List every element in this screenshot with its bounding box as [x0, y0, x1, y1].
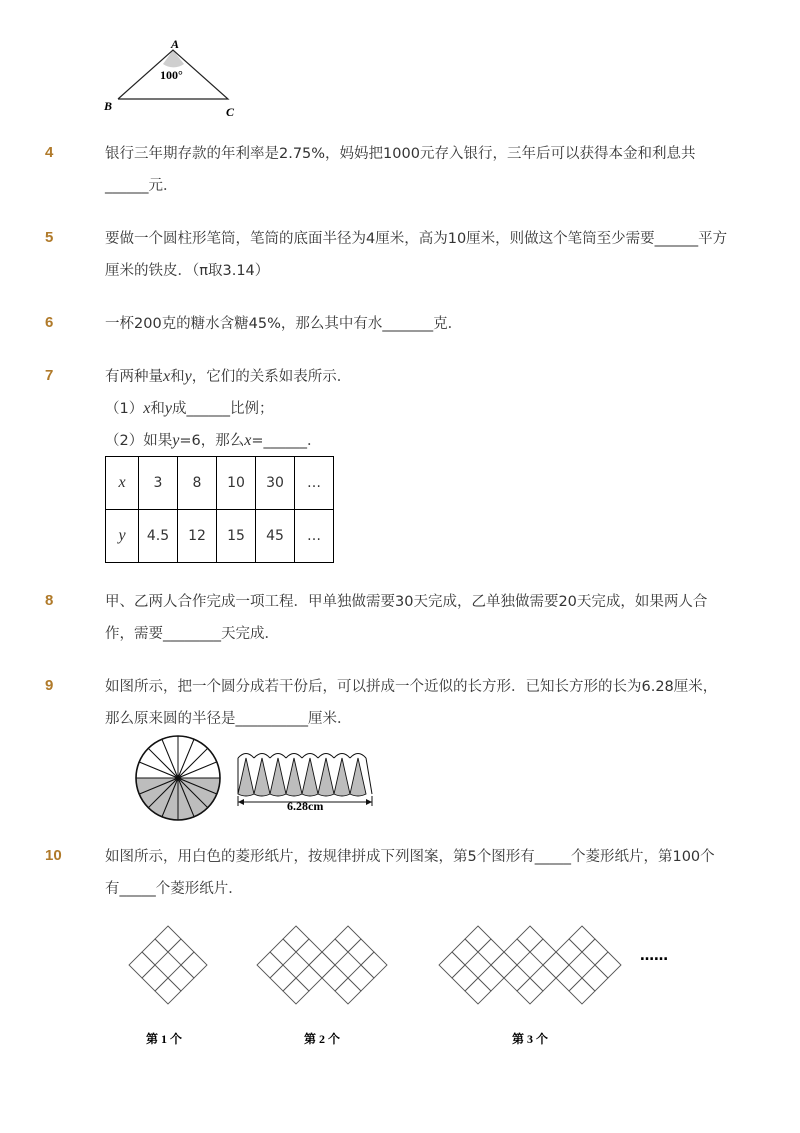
table-cell: 15 — [217, 510, 256, 563]
var-y: y — [184, 368, 192, 385]
shaded-sector — [286, 758, 302, 796]
q6-text-line1: 一杯200克的糖水含糖45%，那么其中有水_______克． — [105, 316, 463, 332]
angle-shade — [163, 50, 184, 67]
table-cell: 3 — [139, 457, 178, 510]
q7-and: 和 — [150, 401, 165, 417]
top-arc — [238, 754, 254, 759]
question-number-10: 10 — [45, 847, 62, 864]
q7-sub1-suffix: 成______比例； — [171, 401, 274, 417]
xy-table — [105, 456, 334, 563]
approx-rectangle-figure — [230, 744, 380, 816]
table-cell: 45 — [256, 510, 295, 563]
top-arc — [286, 754, 302, 759]
table-cell: 12 — [178, 510, 217, 563]
question-number-4: 4 — [45, 144, 54, 161]
question-number-6: 6 — [45, 314, 54, 331]
angle-label: 100° — [160, 68, 183, 82]
q5-text-line1: 要做一个圆柱形笔筒，笔筒的底面半径为4厘米，高为10厘米，则做这个笔筒至少需要______平方 — [105, 231, 728, 247]
q4-text-line1: 银行三年期存款的年利率是2.75%，妈妈把1000元存入银行，三年后可以获得本金和利息共 — [105, 146, 696, 162]
q8-text-line1: 甲、乙两人合作完成一项工程．甲单独做需要30天完成，乙单独做需要20天完成，如果两人合 — [105, 594, 708, 610]
q7-sub1 — [105, 399, 273, 419]
question-number-5: 5 — [45, 229, 54, 246]
table-row-y — [106, 510, 334, 563]
shaded-sector — [318, 758, 334, 796]
pattern-caption-2: 第 2 个 — [304, 1032, 341, 1046]
var-x: x — [244, 432, 252, 449]
rect-right-edge — [366, 758, 372, 794]
top-arc — [318, 754, 334, 759]
table-cell: 10 — [217, 457, 256, 510]
vertex-b-label: B — [104, 99, 113, 113]
table-row-x — [106, 457, 334, 510]
vertex-a-label: A — [171, 37, 180, 51]
q7-sub2-suffix: =______． — [251, 433, 322, 449]
table-header-x: x — [106, 457, 139, 510]
q7-sub2 — [105, 431, 321, 451]
q4-text-line2: ______元． — [105, 178, 178, 194]
pattern-caption-3: 第 3 个 — [512, 1032, 549, 1046]
shaded-sector — [350, 758, 366, 796]
var-y: y — [164, 400, 172, 417]
shaded-sector — [334, 758, 350, 796]
table-cell: 4.5 — [139, 510, 178, 563]
table-cell: … — [295, 457, 334, 510]
q7-text-line1 — [105, 367, 351, 387]
dimension-arrow-left — [238, 799, 244, 805]
dimension-arrow-right — [366, 799, 372, 805]
table-header-y: y — [106, 510, 139, 563]
q7-text-part: 有两种量 — [105, 369, 163, 385]
top-arc — [254, 754, 270, 759]
q10-text-line2: 有_____个菱形纸片． — [105, 881, 243, 897]
top-arc — [334, 754, 350, 759]
top-arc — [270, 754, 286, 759]
var-x: x — [163, 368, 171, 385]
table-cell: 8 — [178, 457, 217, 510]
top-arc — [350, 754, 366, 759]
divided-circle-figure — [132, 732, 224, 824]
q9-text-line1: 如图所示，把一个圆分成若干份后，可以拼成一个近似的长方形．已知长方形的长为6.28厘米， — [105, 679, 718, 695]
question-number-9: 9 — [45, 677, 54, 694]
q8-text-line2: 作，需要________天完成． — [105, 626, 279, 642]
q7-sub2-prefix: （2）如果 — [105, 433, 173, 449]
shaded-sector — [238, 758, 254, 796]
var-y: y — [172, 432, 180, 449]
pattern-caption-1: 第 1 个 — [146, 1032, 183, 1046]
pattern-ellipsis: …… — [640, 948, 668, 964]
rectangle-length-label: 6.28cm — [287, 799, 324, 813]
q10-text-line1: 如图所示，用白色的菱形纸片，按规律拼成下列图案，第5个图形有_____个菱形纸片，第100个 — [105, 849, 715, 865]
shaded-sector — [302, 758, 318, 796]
q7-text-part: ，它们的关系如表所示． — [191, 369, 352, 385]
vertex-c-label: C — [226, 105, 235, 119]
table-cell: 30 — [256, 457, 295, 510]
shaded-sector — [254, 758, 270, 796]
rhombus-patterns-figure — [120, 920, 680, 1010]
q9-text-line2: 那么原来圆的半径是__________厘米． — [105, 711, 352, 727]
q7-sub2-mid: =6，那么 — [179, 433, 245, 449]
question-number-7: 7 — [45, 367, 54, 384]
shaded-sector — [270, 758, 286, 796]
top-arc — [302, 754, 318, 759]
triangle-figure — [100, 36, 250, 122]
q7-sub1-prefix: （1） — [105, 401, 144, 417]
var-x: x — [143, 400, 151, 417]
table-cell: … — [295, 510, 334, 563]
q7-and: 和 — [170, 369, 185, 385]
q5-text-line2: 厘米的铁皮．（π取3.14） — [105, 263, 270, 279]
question-number-8: 8 — [45, 592, 54, 609]
